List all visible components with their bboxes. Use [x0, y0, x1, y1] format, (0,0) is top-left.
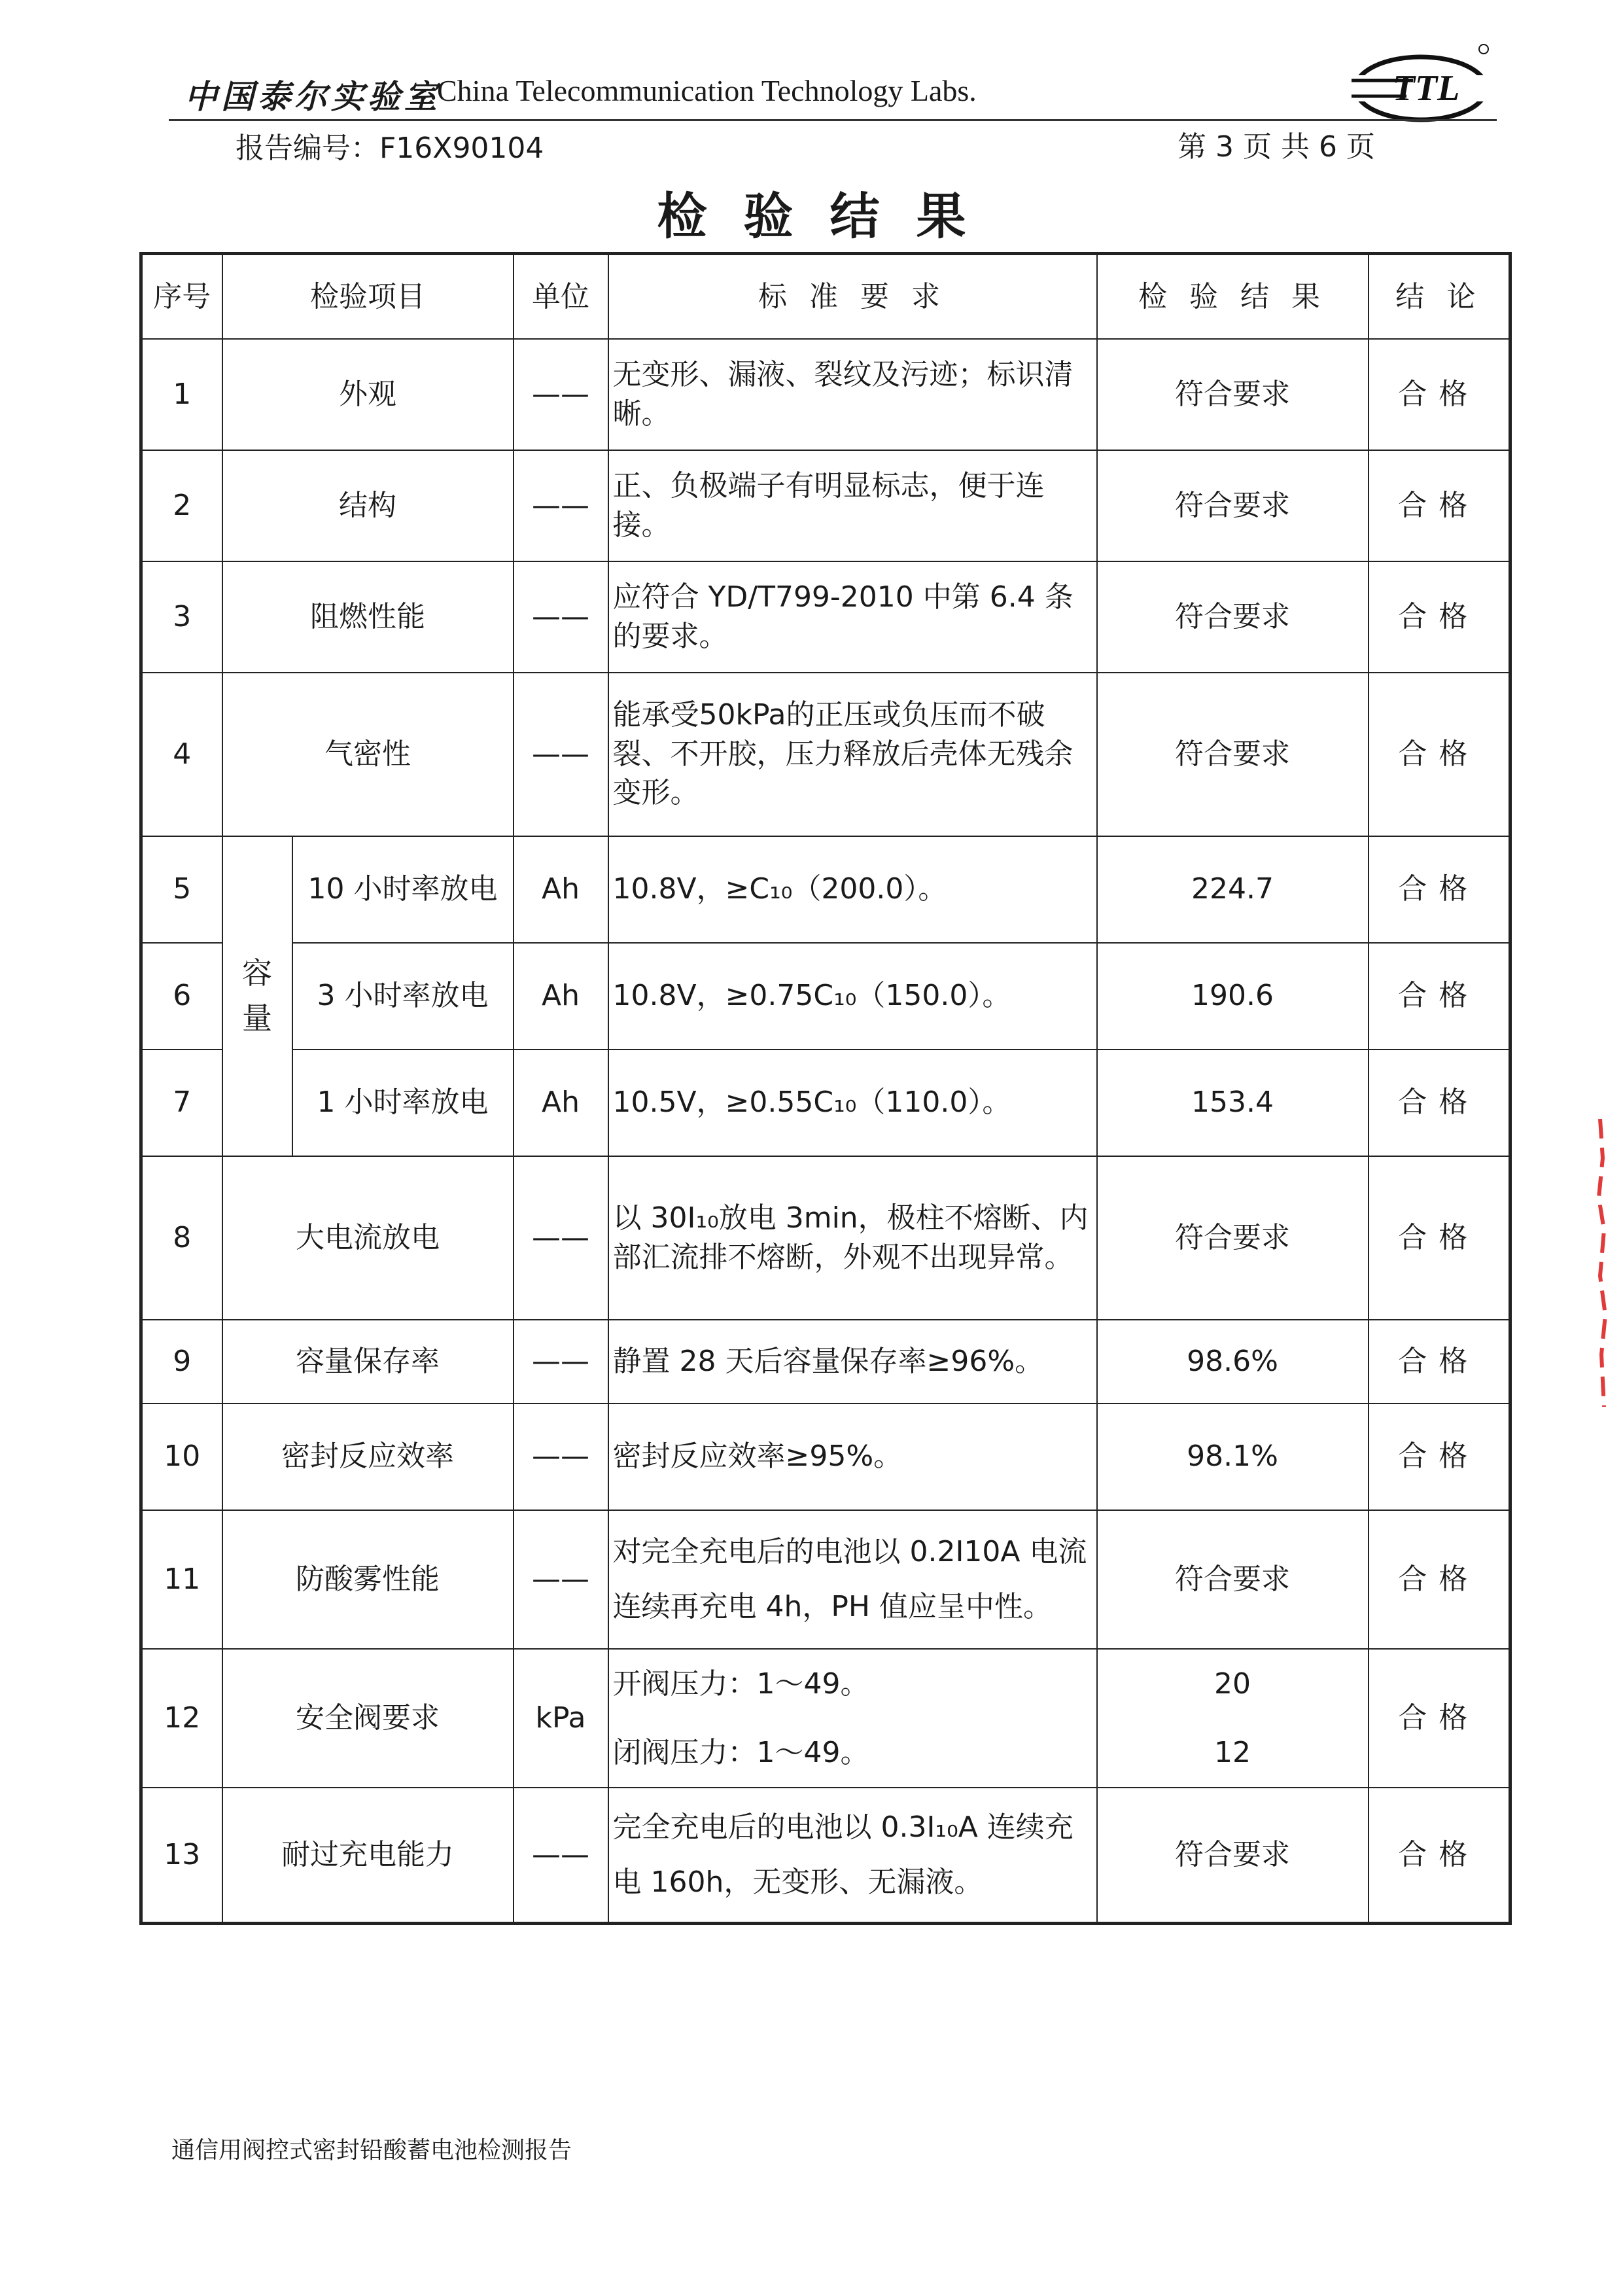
row-conclusion: 合格	[1369, 1404, 1510, 1510]
row-standard: 对完全充电后的电池以 0.2I10A 电流连续再充电 4h，PH 值应呈中性。	[608, 1510, 1097, 1649]
capacity-group-label	[222, 836, 292, 1156]
valve-open-result: 20	[1214, 1667, 1251, 1701]
row-conclusion: 合格	[1369, 1788, 1510, 1924]
row-item: 气密性	[222, 673, 514, 836]
table-row	[141, 1510, 1510, 1649]
header-item: 检验项目	[222, 254, 514, 339]
row-unit: ——	[514, 673, 608, 836]
header-seq: 序号	[141, 254, 222, 339]
row-seq: 9	[141, 1320, 222, 1404]
table-row	[141, 1649, 1510, 1788]
row-item: 1 小时率放电	[292, 1050, 514, 1156]
row-unit: kPa	[514, 1649, 608, 1788]
row-conclusion: 合格	[1369, 1649, 1510, 1788]
row-seq: 8	[141, 1156, 222, 1320]
row-item: 防酸雾性能	[222, 1510, 514, 1649]
row-item: 阻燃性能	[222, 561, 514, 673]
row-result: 符合要求	[1097, 673, 1369, 836]
header-unit: 单位	[514, 254, 608, 339]
header-result: 检 验 结 果	[1097, 254, 1369, 339]
capacity-group-text: 容量	[242, 955, 272, 1036]
row-result: 符合要求	[1097, 1788, 1369, 1924]
row-result	[1097, 1649, 1369, 1788]
header-conclusion: 结 论	[1369, 254, 1510, 339]
row-conclusion: 合格	[1369, 1510, 1510, 1649]
row-item: 外观	[222, 339, 514, 450]
row-conclusion: 合格	[1369, 673, 1510, 836]
row-seq: 11	[141, 1510, 222, 1649]
valve-close-result: 12	[1214, 1735, 1251, 1769]
row-item: 结构	[222, 450, 514, 561]
lab-name-en: China Telecommunication Technology Labs.	[437, 74, 977, 107]
inspection-results-table	[139, 252, 1512, 1925]
row-unit: ——	[514, 1510, 608, 1649]
row-result: 符合要求	[1097, 450, 1369, 561]
header-standard: 标 准 要 求	[608, 254, 1097, 339]
seal-edge-mark	[1596, 1119, 1611, 1407]
row-result: 98.1%	[1097, 1404, 1369, 1510]
table-row	[141, 673, 1510, 836]
table-row	[141, 1050, 1510, 1156]
row-item: 容量保存率	[222, 1320, 514, 1404]
valve-close-standard: 闭阀压力：1～49。	[612, 1735, 869, 1769]
table-row	[141, 1320, 1510, 1404]
row-seq: 4	[141, 673, 222, 836]
row-standard: 正、负极端子有明显标志，便于连接。	[608, 450, 1097, 561]
row-conclusion: 合格	[1369, 1156, 1510, 1320]
row-unit: ——	[514, 339, 608, 450]
row-item: 10 小时率放电	[292, 836, 514, 943]
row-standard: 10.8V，≥0.75C₁₀（150.0）。	[608, 943, 1097, 1050]
row-standard: 静置 28 天后容量保存率≥96%。	[608, 1320, 1097, 1404]
logo-text: TTL	[1392, 68, 1460, 109]
row-unit: ——	[514, 1788, 608, 1924]
table-row	[141, 1404, 1510, 1510]
row-seq: 10	[141, 1404, 222, 1510]
table-row	[141, 1788, 1510, 1924]
row-standard	[608, 1649, 1097, 1788]
row-standard: 以 30I₁₀放电 3min，极柱不熔断、内部汇流排不熔断，外观不出现异常。	[608, 1156, 1097, 1320]
page-title: 检验结果	[657, 187, 1003, 245]
row-unit: ——	[514, 450, 608, 561]
table-row	[141, 450, 1510, 561]
row-seq: 2	[141, 450, 222, 561]
row-conclusion: 合格	[1369, 836, 1510, 943]
row-conclusion: 合格	[1369, 1320, 1510, 1404]
row-result: 98.6%	[1097, 1320, 1369, 1404]
row-unit: ——	[514, 1404, 608, 1510]
row-result: 符合要求	[1097, 339, 1369, 450]
row-conclusion: 合格	[1369, 561, 1510, 673]
row-item: 耐过充电能力	[222, 1788, 514, 1924]
row-seq: 3	[141, 561, 222, 673]
row-result: 153.4	[1097, 1050, 1369, 1156]
row-standard: 无变形、漏液、裂纹及污迹；标识清晰。	[608, 339, 1097, 450]
row-seq: 7	[141, 1050, 222, 1156]
row-item: 3 小时率放电	[292, 943, 514, 1050]
row-seq: 12	[141, 1649, 222, 1788]
row-standard: 完全充电后的电池以 0.3I₁₀A 连续充电 160h，无变形、无漏液。	[608, 1788, 1097, 1924]
page-indicator: 第 3 页 共 6 页	[1178, 130, 1375, 164]
row-result: 符合要求	[1097, 1156, 1369, 1320]
table-header-row	[141, 254, 1510, 339]
row-conclusion: 合格	[1369, 450, 1510, 561]
row-conclusion: 合格	[1369, 339, 1510, 450]
table-row	[141, 1156, 1510, 1320]
row-standard: 能承受50kPa的正压或负压而不破裂、不开胶，压力释放后壳体无残余变形。	[608, 673, 1097, 836]
row-seq: 5	[141, 836, 222, 943]
table-row	[141, 339, 1510, 450]
header-rule	[169, 119, 1497, 121]
row-item: 大电流放电	[222, 1156, 514, 1320]
row-unit: ——	[514, 1320, 608, 1404]
row-unit: ——	[514, 561, 608, 673]
row-standard: 应符合 YD/T799-2010 中第 6.4 条的要求。	[608, 561, 1097, 673]
row-unit: Ah	[514, 1050, 608, 1156]
row-seq: 13	[141, 1788, 222, 1924]
row-item: 密封反应效率	[222, 1404, 514, 1510]
row-unit: Ah	[514, 943, 608, 1050]
table-row	[141, 943, 1510, 1050]
row-result: 符合要求	[1097, 561, 1369, 673]
row-seq: 6	[141, 943, 222, 1050]
row-conclusion: 合格	[1369, 1050, 1510, 1156]
row-result: 190.6	[1097, 943, 1369, 1050]
table-row	[141, 836, 1510, 943]
row-result: 224.7	[1097, 836, 1369, 943]
lab-name-cn: 中国泰尔实验室	[184, 77, 441, 116]
row-unit: ——	[514, 1156, 608, 1320]
valve-open-standard: 开阀压力：1～49。	[612, 1667, 869, 1701]
row-standard: 10.5V，≥0.55C₁₀（110.0）。	[608, 1050, 1097, 1156]
row-unit: Ah	[514, 836, 608, 943]
report-footer: 通信用阀控式密封铅酸蓄电池检测报告	[171, 2137, 572, 2164]
row-standard: 密封反应效率≥95%。	[608, 1404, 1097, 1510]
row-result: 符合要求	[1097, 1510, 1369, 1649]
report-number: 报告编号：F16X90104	[236, 132, 544, 165]
row-seq: 1	[141, 339, 222, 450]
table-row	[141, 561, 1510, 673]
row-item: 安全阀要求	[222, 1649, 514, 1788]
row-standard: 10.8V，≥C₁₀（200.0）。	[608, 836, 1097, 943]
row-conclusion: 合格	[1369, 943, 1510, 1050]
